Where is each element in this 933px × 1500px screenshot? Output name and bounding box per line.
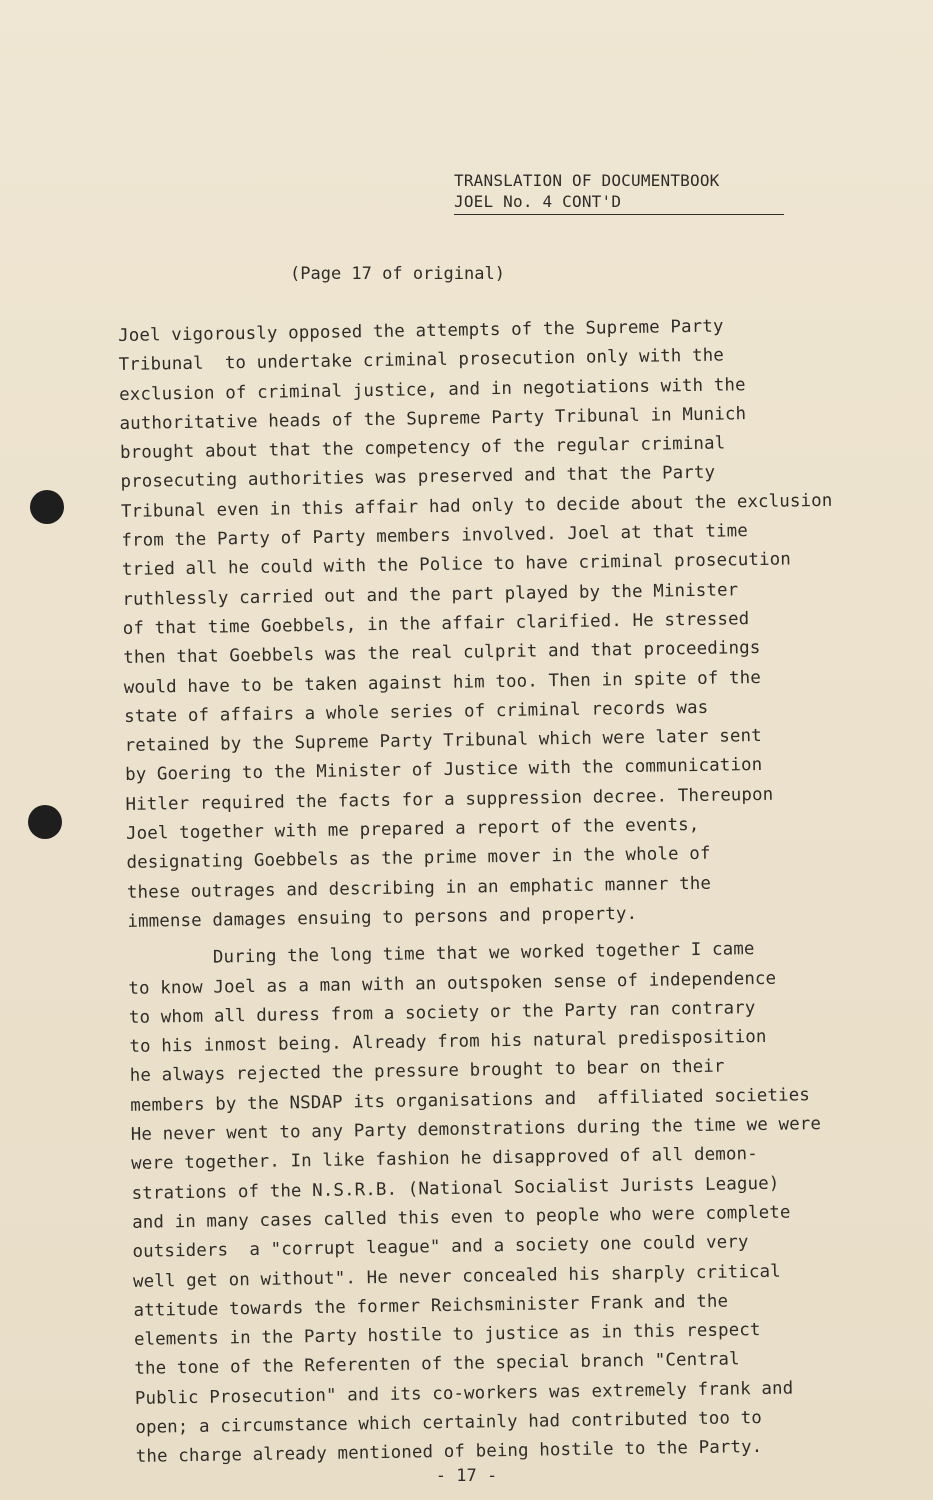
text-line: he always rejected the pressure brought to bear on their [129,1056,725,1087]
text-line: and in many cases called this even to people who were complete [131,1202,791,1233]
text-line: designating Goebbels as the prime mover in the whole of [126,844,711,874]
text-line: were together. In like fashion he disapproved of all demon- [131,1144,758,1175]
punch-hole-upper [30,490,64,524]
text-line: exclusion of criminal justice, and in negotiations with the [118,374,746,405]
text-line: He never went to any Party demonstrations during the time we were [130,1114,822,1145]
punch-hole-lower [28,805,62,839]
text-line: from the Party of Party members involved. Joel at that time [121,521,749,552]
text-line: During the long time that we worked together I came [127,939,755,970]
text-line: to whom all duress from a society or the Party ran contrary [128,997,756,1028]
body-text [118,310,896,1472]
text-line: ruthlessly carried out and the part played by the Minister [122,579,739,610]
header-title: TRANSLATION OF DOCUMENTBOOK [454,171,720,190]
text-line: authoritative heads of the Supreme Party Tribunal in Munich [119,404,747,434]
text-line: Hitler required the facts for a suppression decree. Thereupon [125,784,774,815]
text-line: tried all he could with the Police to have criminal prosecution [121,549,792,581]
document-header [454,170,784,215]
text-line: Joel together with me prepared a report of the events, [125,814,700,844]
text-line: strations of the N.S.R.B. (National Socialist Jurists League) [131,1173,780,1204]
text-line: the tone of the Referenten of the special branch "Central [134,1349,740,1380]
paragraph-1 [118,310,888,937]
text-line: outsiders a "corrupt league" and a society one could very [132,1232,749,1263]
header-underline [454,214,784,215]
text-line: Public Prosecution" and its co-workers was extremely frank and [134,1378,794,1409]
text-line: state of affairs a whole series of criminal records was [124,697,709,727]
text-line: these outrages and describing in an emphatic manner the [126,873,712,903]
text-line: retained by the Supreme Party Tribunal which were later sent [124,726,762,757]
text-line: Joel vigorously opposed the attempts of the Supreme Party [118,316,724,346]
text-line: Tribunal even in this affair had only to decide about the exclusion [120,490,833,522]
text-line: open; a circumstance which certainly had contributed too to [135,1408,763,1438]
text-line: prosecuting authorities was preserved and that the Party [120,463,716,493]
text-line: would have to be taken against him too. Then in spite of the [123,667,762,698]
text-line: immense damages ensuing to persons and property. [127,903,638,932]
text-line: then that Goebbels was the real culprit and that proceedings [123,638,761,669]
text-line: of that time Goebbels, in the affair clarified. He stressed [122,609,750,639]
text-line: Tribunal to undertake criminal prosecution only with the [118,345,725,376]
paragraph-2 [128,933,896,1472]
text-line: the charge already mentioned of being hostile to the Party. [135,1437,763,1468]
text-line: to know Joel as a man with an outspoken sense of independence [128,968,777,999]
text-line: brought about that the competency of the regular criminal [119,433,726,464]
text-line: to his inmost being. Already from his natural predisposition [129,1027,767,1058]
page-number: - 17 - [435,1466,498,1486]
text-line: members by the NSDAP its organisations and affiliated societies [130,1084,811,1116]
page-reference: (Page 17 of original) [290,264,505,284]
text-line: elements in the Party hostile to justice as in this respect [133,1320,761,1350]
header-subtitle: JOEL No. 4 CONT'D [454,192,622,211]
text-line: well get on without". He never concealed his sharply critical [132,1261,781,1292]
text-line: attitude towards the former Reichsminister Frank and the [133,1291,729,1321]
text-line: by Goering to the Minister of Justice with the communication [124,755,763,786]
